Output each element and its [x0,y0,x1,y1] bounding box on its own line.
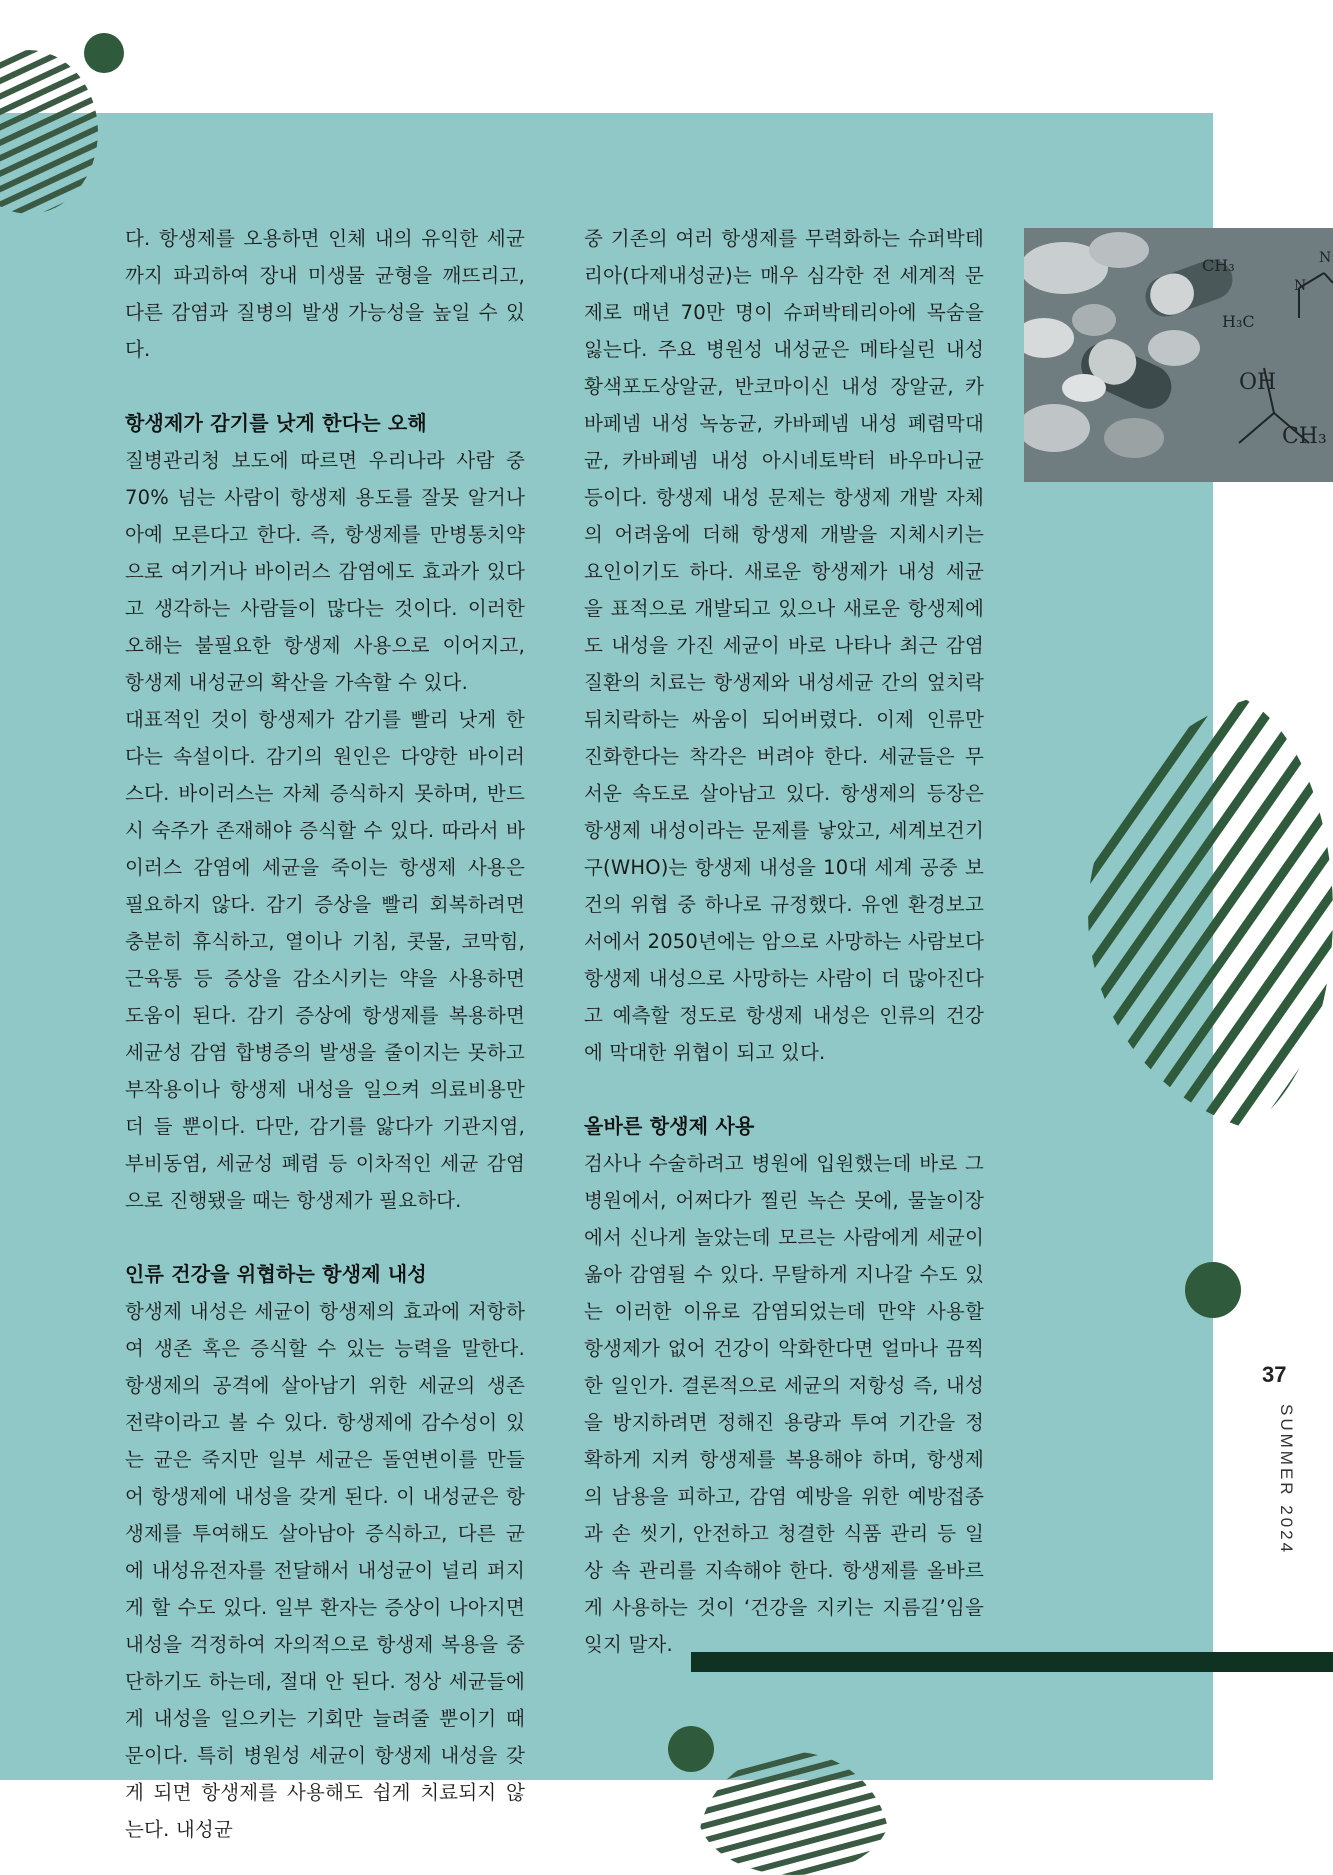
paragraph-gap [125,1219,525,1256]
decorative-dot-top [84,33,124,73]
section-heading: 인류 건강을 위협하는 항생제 내성 [125,1262,427,1286]
page-number: 37 [1262,1362,1287,1387]
formula-label-n1: N [1319,250,1332,266]
formula-label-ch3-bottom: CH₃ [1282,424,1327,449]
decorative-dot-right [1185,1262,1241,1318]
body-paragraph: 중 기존의 여러 항생제를 무력화하는 슈퍼박테리아(다제내성균)는 매우 심각한 전 세계적 문제로 매년 70만 명이 슈퍼박테리아에 목숨을 잃는다. 주요 병원성 내성균은 메타실린 내성 황색포도상알균, 반코마이신 내성 장알균, 카바페넴 내성 녹농균, 카바페넴 내성 폐렴막대균, 카바페넴 내성 아시네토박터 바우마니균 등이다. 항생제 내성 문제는 항생제 개발 자체의 어려움에 더해 항생제 개발을 지체시키는 요인이기도 하다. 새로운 항생제가 내성 세균을 표적으로 개발되고 있으나 새로운 항생제에도 내성을 가진 세균이 바로 나타나 최근 감염질환의 치료는 항생제와 내성세균 간의 엎치락뒤치락하는 싸움이 되어버렸다. 이제 인류만 진화한다는 착각은 버려야 한다. 세균들은 무서운 속도로 살아남고 있다. 항생제의 등장은 항생제 내성이라는 문제를 낳았고, 세계보건기구(WHO)는 항생제 내성을 10대 세계 공중 보건의 위협 중 하나로 규정했다. 유엔 환경보고서에서 2050년에는 암으로 사망하는 사람보다 항생제 내성으로 사망하는 사람이 더 많아진다고 예측할 정도로 항생제 내성은 인류의 건강에 막대한 위협이 되고 있다. [584,227,984,1064]
formula-label-oh: OH [1239,370,1277,395]
pills-photo [1024,228,1333,482]
right-text-column [584,220,984,1663]
formula-label-h3c: H₃C [1222,312,1255,331]
striped-circle-right [1088,690,1333,1138]
issue-label: SUMMER 2024 [1277,1404,1296,1556]
body-paragraph: 질병관리청 보도에 따르면 우리나라 사람 중 70% 넘는 사람이 항생제 용도를 잘못 알거나 아예 모른다고 한다. 즉, 항생제를 만병통치약으로 여기거나 바이러스 감염에도 효과가 있다고 생각하는 사람들이 많다는 것이다. 이러한 오해는 불필요한 항생제 사용으로 이어지고, 항생제 내성균의 확산을 가속할 수 있다. [125,449,525,694]
paragraph-gap [584,1071,984,1108]
body-paragraph: 항생제 내성은 세균이 항생제의 효과에 저항하여 생존 혹은 증식할 수 있는 능력을 말한다. 항생제의 공격에 살아남기 위한 세균의 생존 전략이라고 볼 수 있다. 항생제에 감수성이 있는 균은 죽지만 일부 세균은 돌연변이를 만들어 항생제에 내성을 갖게 된다. 이 내성균은 항생제를 투여해도 살아남아 증식하고, 다른 균에 내성유전자를 전달해서 내성균이 널리 퍼지게 할 수도 있다. 일부 환자는 증상이 나아지면 내성을 걱정하여 자의적으로 항생제 복용을 중단하기도 하는데, 절대 안 된다. 정상 세균들에게 내성을 일으키는 기회만 늘려줄 뿐이기 때문이다. 특히 병원성 세균이 항생제 내성을 갖게 되면 항생제를 사용해도 쉽게 치료되지 않는다. 내성균 [125,1300,525,1841]
formula-label-n2: N [1294,278,1307,294]
striped-circle-bottom [698,1752,890,1875]
section-heading: 항생제가 감기를 낫게 한다는 오해 [125,411,427,435]
formula-label-ch3-top: CH₃ [1202,256,1235,275]
paragraph-gap [125,368,525,405]
body-paragraph: 다. 항생제를 오용하면 인체 내의 유익한 세균까지 파괴하여 장내 미생물 균형을 깨뜨리고, 다른 감염과 질병의 발생 가능성을 높일 수 있다. [125,227,525,361]
body-paragraph: 검사나 수술하려고 병원에 입원했는데 바로 그 병원에서, 어쩌다가 찔린 녹슨 못에, 물놀이장에서 신나게 놀았는데 모르는 사람에게 세균이 옮아 감염될 수 있다. 무탈하게 지나갈 수도 있는 이러한 이유로 감염되었는데 만약 사용할 항생제가 없어 건강이 악화한다면 얼마나 끔찍한 일인가. 결론적으로 세균의 저항성 즉, 내성을 방지하려면 정해진 용량과 투여 기간을 정확하게 지켜 항생제를 복용해야 하며, 항생제의 남용을 피하고, 감염 예방을 위한 예방접종과 손 씻기, 안전하고 청결한 식품 관리 등 일상 속 관리를 지속해야 한다. 항생제를 올바르게 사용하는 것이 ‘건강을 지키는 지름길’임을 잊지 말자. [584,1152,984,1656]
decorative-dot-bottom [668,1726,714,1772]
body-paragraph: 대표적인 것이 항생제가 감기를 빨리 낫게 한다는 속설이다. 감기의 원인은 다양한 바이러스다. 바이러스는 자체 증식하지 못하며, 반드시 숙주가 존재해야 증식할 수 있다. 따라서 바이러스 감염에 세균을 죽이는 항생제 사용은 필요하지 않다. 감기 증상을 빨리 회복하려면 충분히 휴식하고, 열이나 기침, 콧물, 코막힘, 근육통 등 증상을 감소시키는 약을 사용하면 도움이 된다. 감기 증상에 항생제를 복용하면 세균성 감염 합병증의 발생을 줄이지는 못하고 부작용이나 항생제 내성을 일으켜 의료비용만 더 들 뿐이다. 다만, 감기를 앓다가 기관지염, 부비동염, 세균성 폐렴 등 이차적인 세균 감염으로 진행됐을 때는 항생제가 필요하다. [125,708,525,1212]
left-text-column [125,220,525,1848]
section-heading: 올바른 항생제 사용 [584,1114,755,1138]
decorative-bar [691,1652,1333,1672]
